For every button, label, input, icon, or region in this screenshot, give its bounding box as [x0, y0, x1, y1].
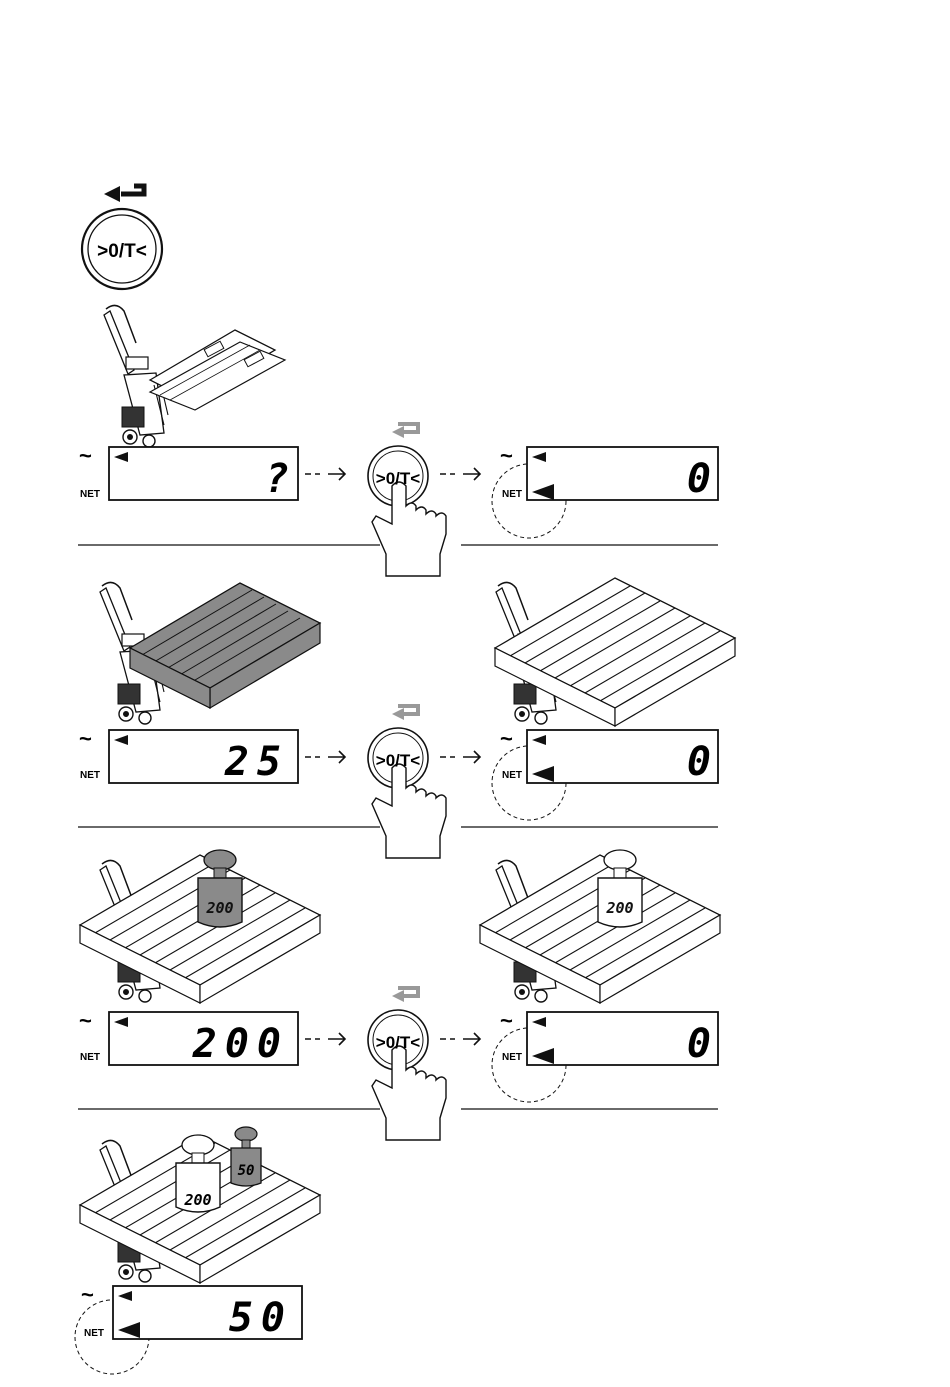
- arrow-icon: [305, 468, 345, 480]
- display-final-value: 50: [228, 1295, 293, 1341]
- weight-big-label: 200: [606, 899, 634, 917]
- truck-outline-weight: [480, 850, 720, 1003]
- stable-indicator: ~: [500, 726, 513, 751]
- net-label: NET: [502, 770, 522, 781]
- net-label: NET: [502, 489, 522, 500]
- press-hand-row3: [368, 988, 446, 1140]
- net-label: NET: [80, 1052, 100, 1063]
- press-button-label: >0/T<: [375, 1033, 421, 1052]
- display-row1-after-value: 0: [686, 456, 711, 502]
- display-row3-before-value: 200: [192, 1021, 289, 1067]
- truck-grey-weight: [80, 850, 320, 1003]
- display-row3-after-value: 0: [686, 1021, 711, 1067]
- arrow-icon: [305, 1033, 345, 1045]
- zero-tare-button[interactable]: [82, 209, 162, 289]
- net-label: NET: [502, 1052, 522, 1063]
- press-hand-row1: [368, 424, 446, 576]
- display-row2-before: [109, 730, 298, 785]
- arrow-icon: [305, 751, 345, 763]
- truck-empty: [104, 305, 285, 447]
- display-row1-before-value: ?: [264, 456, 289, 502]
- stable-indicator: ~: [500, 443, 513, 468]
- arrow-icon: [440, 1033, 480, 1045]
- stable-indicator: ~: [81, 1282, 94, 1307]
- display-row3-after: [527, 1012, 718, 1067]
- weight-small-label: 50: [237, 1163, 255, 1179]
- weight-big-label: 200: [206, 899, 234, 917]
- arrow-icon: [440, 751, 480, 763]
- truck-outline-pallet: [495, 578, 735, 726]
- stable-indicator: ~: [79, 1008, 92, 1033]
- net-label: NET: [84, 1328, 104, 1339]
- press-button-label: >0/T<: [375, 469, 421, 488]
- truck-two-weights: [80, 1127, 320, 1283]
- truck-grey-pallet: [100, 582, 320, 724]
- stable-indicator: ~: [79, 443, 92, 468]
- press-button-label: >0/T<: [375, 751, 421, 770]
- stable-indicator: ~: [500, 1008, 513, 1033]
- arrow-icon: [440, 468, 480, 480]
- display-row2-after-value: 0: [686, 739, 711, 785]
- display-row2-before-value: 25: [224, 739, 289, 785]
- net-label: NET: [80, 489, 100, 500]
- display-final: [113, 1286, 302, 1341]
- header-enter-arrow: [104, 186, 144, 202]
- display-row1-before: [109, 447, 298, 502]
- display-row3-before: [109, 1012, 298, 1067]
- display-row2-after: [527, 730, 718, 785]
- net-label: NET: [80, 770, 100, 781]
- zero-tare-label: >0/T<: [97, 241, 147, 262]
- stable-indicator: ~: [79, 726, 92, 751]
- weight-big-label: 200: [184, 1191, 212, 1209]
- press-hand-row2: [368, 706, 446, 858]
- display-row1-after: [527, 447, 718, 502]
